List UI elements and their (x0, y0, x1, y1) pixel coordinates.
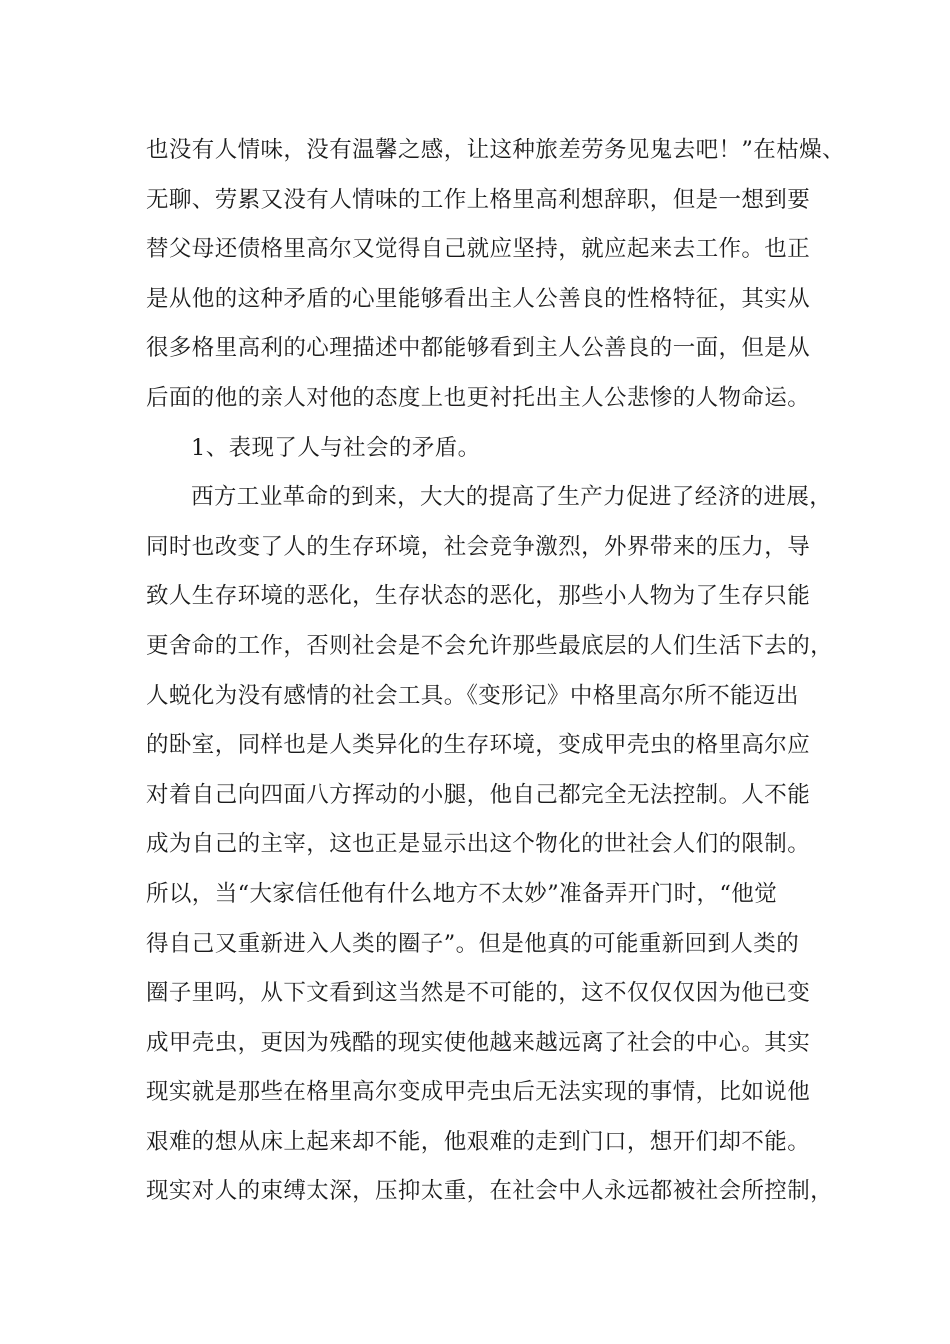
text-line: 得自己又重新进入人类的圈子”。但是他真的可能重新回到人类的 (146, 930, 800, 957)
text-line: 更舍命的工作，否则社会是不会允许那些最底层的人们生活下去的， (146, 632, 834, 659)
text-line: 同时也改变了人的生存环境，社会竞争激烈，外界带来的压力，导 (146, 533, 811, 560)
text-line: 的卧室，同样也是人类异化的生存环境，变成甲壳虫的格里高尔应 (146, 732, 811, 759)
text-line: 对着自己向四面八方挥动的小腿，他自己都完全无法控制。人不能 (146, 781, 811, 808)
text-line: 也没有人情味，没有温馨之感，让这种旅差劳务见鬼去吧！”在枯燥、 (146, 137, 845, 163)
text-line: 现实就是那些在格里高尔变成甲壳虫后无法实现的事情，比如说他 (146, 1079, 811, 1106)
text-line: 现实对人的束缚太深，压抑太重，在社会中人永远都被社会所控制， (146, 1178, 834, 1205)
text-line: 后面的他的亲人对他的态度上也更衬托出主人公悲惨的人物命运。 (146, 384, 811, 411)
body-text (146, 126, 845, 1217)
section-heading: 1、表现了人与社会的矛盾。 (191, 434, 481, 461)
text-line: 替父母还债格里高尔又觉得自己就应坚持，就应起来去工作。也正 (146, 236, 811, 263)
text-line: 西方工业革命的到来，大大的提高了生产力促进了经济的进展， (191, 484, 833, 511)
text-line: 人蜕化为没有感情的社会工具。《变形记》中格里高尔所不能迈出 (146, 682, 799, 709)
text-line: 致人生存环境的恶化，生存状态的恶化，那些小人物为了生存只能 (146, 583, 811, 610)
text-line: 艰难的想从床上起来却不能，他艰难的走到门口，想开们却不能。 (146, 1128, 811, 1155)
text-line: 无聊、劳累又没有人情味的工作上格里高利想辞职，但是一想到要 (146, 186, 811, 213)
text-line: 成甲壳虫，更因为残酷的现实使他越来越远离了社会的中心。其实 (146, 1029, 811, 1056)
text-line: 所以，当“大家信任他有什么地方不太妙”准备弄开门时，“他觉 (146, 880, 778, 907)
text-line: 是从他的这种矛盾的心里能够看出主人公善良的性格特征，其实从 (146, 285, 811, 312)
text-line: 圈子里吗，从下文看到这当然是不可能的，这不仅仅仅因为他已变 (146, 980, 811, 1007)
text-line: 成为自己的主宰，这也正是显示出这个物化的世社会人们的限制。 (146, 831, 811, 858)
text-line: 很多格里高利的心理描述中都能够看到主人公善良的一面，但是从 (146, 335, 811, 362)
